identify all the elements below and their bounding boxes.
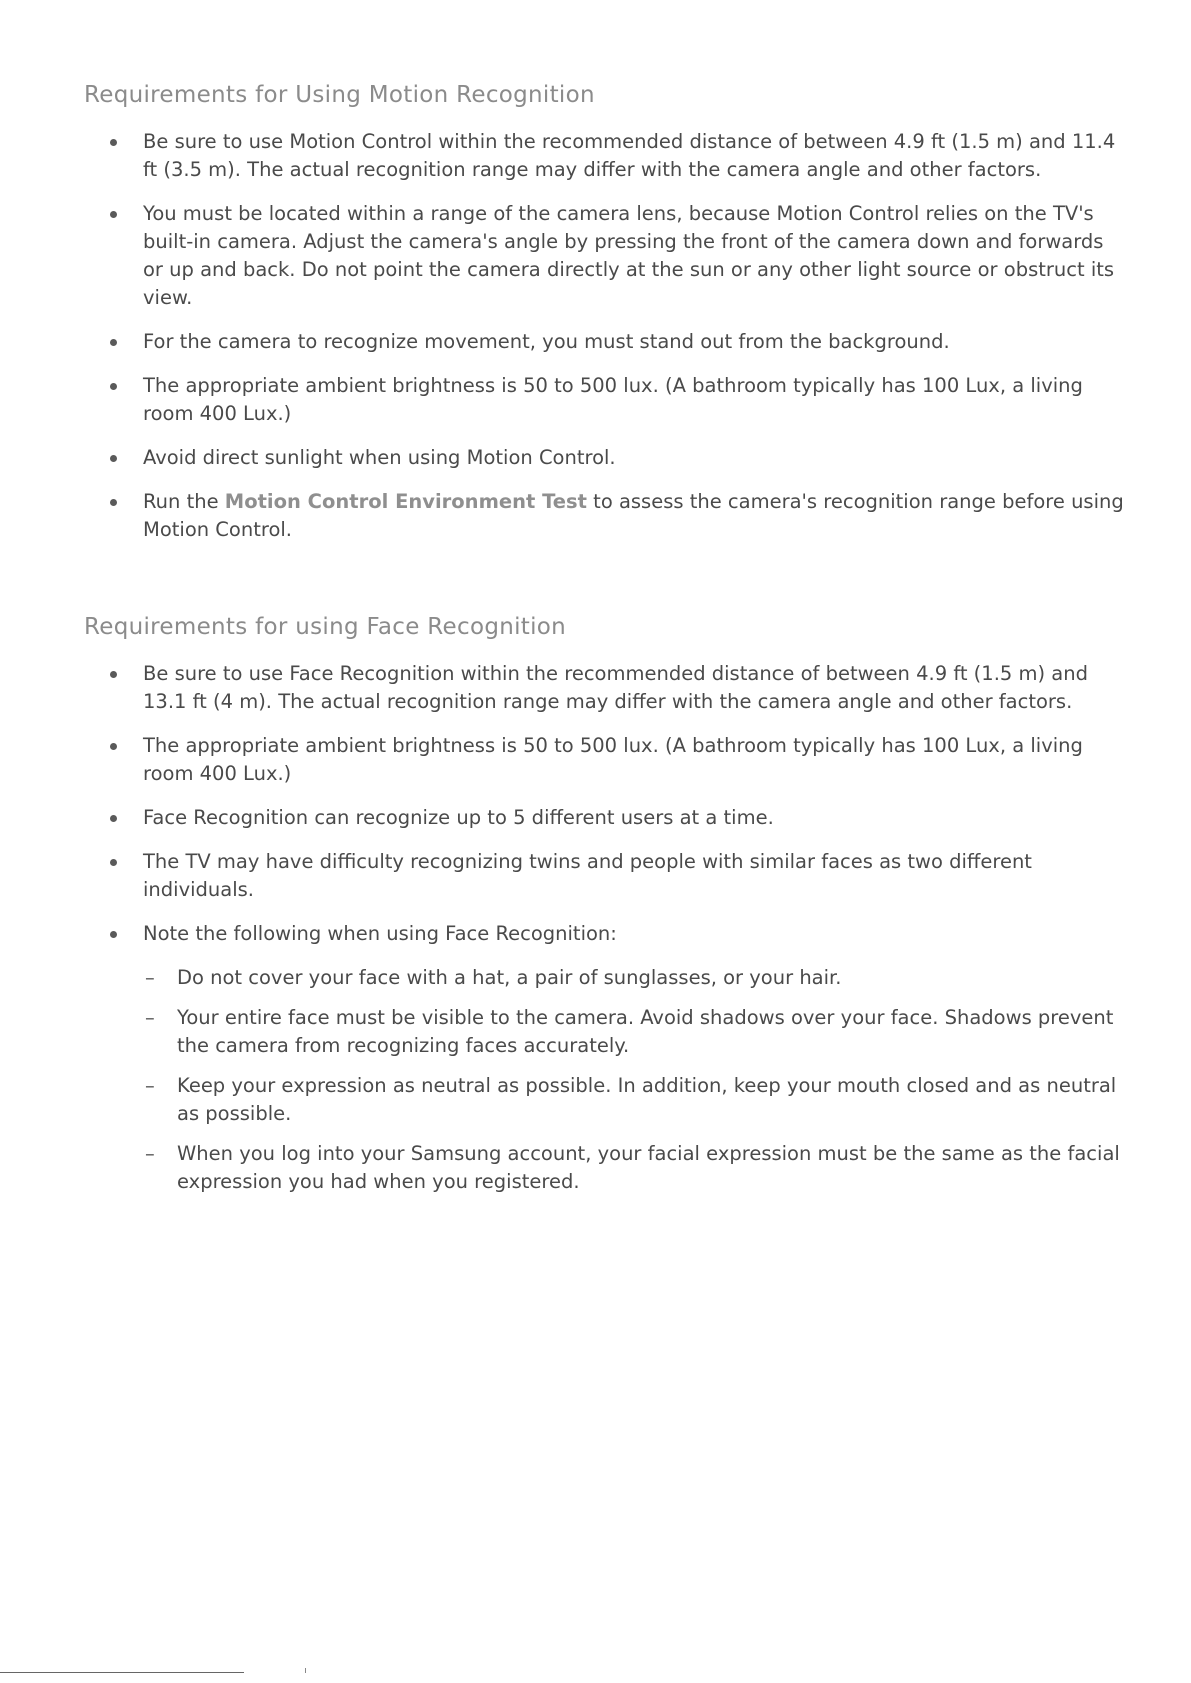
list-item xyxy=(84,920,1124,1196)
bullet-icon xyxy=(110,931,117,938)
menu-path-link[interactable]: Motion Control Environment Test xyxy=(224,490,587,513)
sub-list-item xyxy=(143,1004,1124,1060)
list-item-text: The appropriate ambient brightness is 50 to 500 lux. (A bathroom typically has 100 Lux, a living room 400 Lux.) xyxy=(143,374,1083,425)
section-title: Requirements for Using Motion Recognition xyxy=(84,82,595,108)
list-item xyxy=(84,200,1124,312)
sub-list xyxy=(143,964,1124,1196)
list-item-text: The appropriate ambient brightness is 50 to 500 lux. (A bathroom typically has 100 Lux, a living room 400 Lux.) xyxy=(143,734,1083,785)
footer-rule xyxy=(0,1672,244,1673)
bullet-icon xyxy=(110,859,117,866)
list-item xyxy=(84,372,1124,428)
list-item-text: Be sure to use Motion Control within the recommended distance of between 4.9 ft (1.5 m) and 11.4 ft (3.5 m). The actual recognition range may differ with the camera angle and other factors. xyxy=(143,130,1116,181)
sub-list-item-text: Do not cover your face with a hat, a pair of sunglasses, or your hair. xyxy=(177,966,842,989)
bullet-icon xyxy=(110,743,117,750)
sub-list-item xyxy=(143,1140,1124,1196)
list-item-text: Note the following when using Face Recognition: xyxy=(143,922,617,945)
dash-icon: – xyxy=(145,1006,155,1029)
list-item xyxy=(84,848,1124,904)
bullet-icon xyxy=(110,815,117,822)
section-motion-recognition xyxy=(84,80,1124,560)
bullet-icon xyxy=(110,455,117,462)
list-item xyxy=(84,128,1124,184)
list-item xyxy=(84,732,1124,788)
dash-icon: – xyxy=(145,966,155,989)
dash-icon: – xyxy=(145,1074,155,1097)
bullet-icon xyxy=(110,339,117,346)
list-item-text: Be sure to use Face Recognition within the recommended distance of between 4.9 ft (1.5 m) and 13.1 ft (4 m). The actual recognition range may differ with the camera angle and other factors. xyxy=(143,662,1088,713)
sub-list-item xyxy=(143,1072,1124,1128)
dash-icon: – xyxy=(145,1142,155,1165)
footer-tick xyxy=(305,1668,306,1673)
bullet-icon xyxy=(110,499,117,506)
list-item-text: For the camera to recognize movement, you must stand out from the background. xyxy=(143,330,950,353)
list-item xyxy=(84,444,1124,472)
sub-list-item xyxy=(143,964,1124,992)
list-item xyxy=(84,660,1124,716)
list-item-text: Avoid direct sunlight when using Motion Control. xyxy=(143,446,616,469)
bullet-list xyxy=(84,660,1124,1196)
sub-list-item-text: Your entire face must be visible to the camera. Avoid shadows over your face. Shadows prevent the camera from recognizing faces accurately. xyxy=(177,1006,1114,1057)
list-item-text-post: to assess the camera's recognition range before using Motion Control. xyxy=(143,490,1124,541)
bullet-icon xyxy=(110,671,117,678)
list-item xyxy=(84,804,1124,832)
bullet-icon xyxy=(110,139,117,146)
sub-list-item-text: When you log into your Samsung account, your facial expression must be the same as the facial expression you had when you registered. xyxy=(177,1142,1120,1193)
section-title: Requirements for using Face Recognition xyxy=(84,614,567,640)
bullet-list xyxy=(84,128,1124,544)
list-item-text: You must be located within a range of the camera lens, because Motion Control relies on the TV's built-in camera. Adjust the camera's angle by pressing the front of the camera down and forwards or up and back. Do not point the camera directly at the sun or any other light source or obstruct its view. xyxy=(143,202,1115,309)
sub-list-item-text: Keep your expression as neutral as possible. In addition, keep your mouth closed and as neutral as possible. xyxy=(177,1074,1117,1125)
list-item-text: The TV may have difficulty recognizing twins and people with similar faces as two different individuals. xyxy=(143,850,1032,901)
list-item xyxy=(84,488,1124,544)
list-item-text-pre: Run the xyxy=(143,490,225,513)
section-face-recognition xyxy=(84,612,1124,1212)
list-item-text: Face Recognition can recognize up to 5 different users at a time. xyxy=(143,806,774,829)
list-item xyxy=(84,328,1124,356)
bullet-icon xyxy=(110,211,117,218)
bullet-icon xyxy=(110,383,117,390)
